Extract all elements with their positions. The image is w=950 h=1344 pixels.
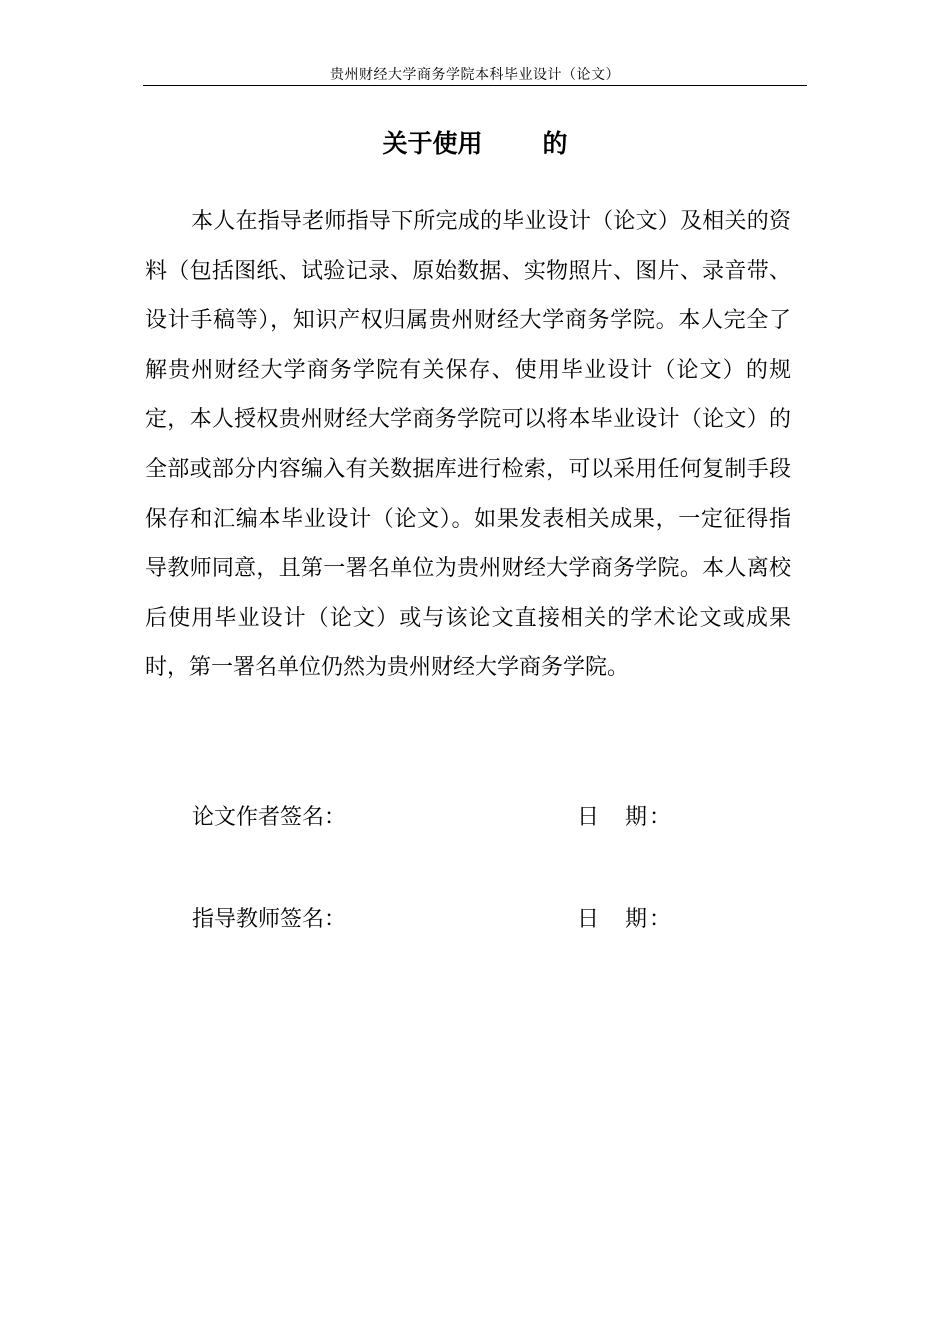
title-part-2: 的 bbox=[542, 129, 568, 158]
advisor-date-label bbox=[577, 900, 673, 940]
header-rule bbox=[143, 85, 807, 86]
author-signature-label: 论文作者签名： bbox=[192, 805, 347, 830]
declaration-paragraph: 本人在指导老师指导下所完成的毕业设计（论文）及相关的资料（包括图纸、试验记录、原始数据、实物照片、图片、录音带、设计手稿等），知识产权归属贵州财经大学商务学院。本人完全了解贵州财经大学商务学院有关保存、使用毕业设计（论文）的规定，本人授权贵州财经大学商务学院可以将本毕业设计（论文）的全部或部分内容编入有关数据库进行检索，可以采用任何复制手段保存和汇编本毕业设计（论文）。如果发表相关成果，一定征得指导教师同意，且第一署名单位为贵州财经大学商务学院。本人离校后使用毕业设计（论文）或与该论文直接相关的学术论文或成果时，第一署名单位仍然为贵州财经大学商务学院。 bbox=[145, 209, 791, 681]
date-char-2: 期： bbox=[625, 907, 674, 932]
date-char-1: 日 bbox=[577, 907, 602, 932]
date-char-1: 日 bbox=[577, 805, 602, 830]
date-char-2: 期： bbox=[625, 805, 674, 830]
title-part-1: 关于使用 bbox=[382, 129, 483, 158]
running-header: 贵州财经大学商务学院本科毕业设计（论文） bbox=[330, 67, 620, 83]
author-signature-row bbox=[192, 798, 752, 838]
author-date-label bbox=[577, 798, 673, 838]
page-title bbox=[143, 124, 807, 164]
advisor-signature-row bbox=[192, 900, 752, 940]
advisor-signature-label: 指导教师签名： bbox=[192, 907, 347, 932]
